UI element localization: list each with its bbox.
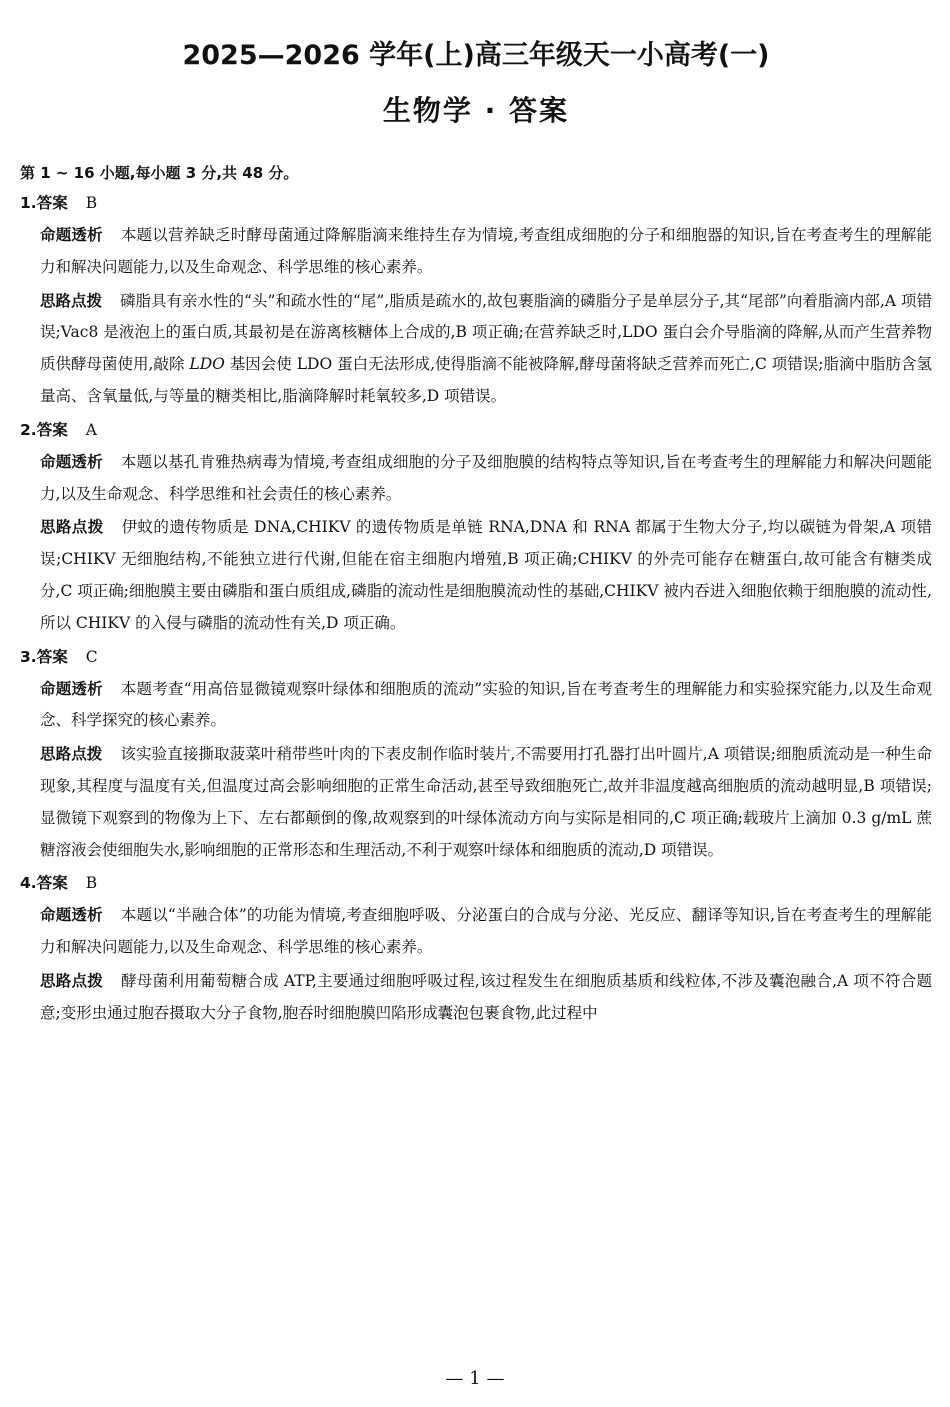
analysis-label: 命题透析 — [40, 452, 103, 471]
page-number: — 1 — — [445, 1368, 505, 1389]
gene-name: LDO — [189, 355, 225, 374]
question-3 — [20, 642, 932, 867]
analysis-label: 命题透析 — [40, 679, 103, 698]
hint-label: 思路点拨 — [40, 518, 104, 537]
analysis-text: 本题考查“用高倍显微镜观察叶绿体和细胞质的流动”实验的知识,旨在考查考生的理解能力和实验探究能力,以及生命观念、科学探究的核心素养。 — [40, 679, 932, 730]
answer-value: B — [85, 874, 98, 893]
hint-paragraph — [20, 286, 932, 413]
answer-value: B — [85, 193, 98, 212]
question-1 — [20, 188, 932, 413]
hint-paragraph — [20, 739, 932, 866]
hint-text-continued: 基因会使 LDO 蛋白无法形成,使得脂滴不能被降解,酵母菌将缺乏营养而死亡,C 项错误;脂滴中脂肪含氢量高、含氧量低,与等量的糖类相比,脂滴降解时耗氧较多,D 项错误。 — [40, 355, 932, 405]
section-intro: 第 1 ~ 16 小题,每小题 3 分,共 48 分。 — [20, 163, 299, 182]
answer-line — [20, 188, 932, 218]
answer-label: 答案 — [36, 874, 68, 893]
analysis-paragraph — [20, 674, 932, 738]
answer-label: 答案 — [36, 193, 68, 212]
answer-value: C — [85, 647, 98, 666]
hint-text: 该实验直接撕取菠菜叶稍带些叶肉的下表皮制作临时装片,不需要用打孔器打出叶圆片,A 项错误;细胞质流动是一种生命现象,其程度与温度有关,但温度过高会影响细胞的正常生命活动,甚至导致细胞死亡,故并非温度越高细胞质的流动越明显,B 项错误;显微镜下观察到的物像为上下、左右都颠倒的像,故观察到的叶绿体流动方向与实际是相同的,C 项正确;载玻片上滴加 0.3 g/mL 蔗糖溶液会使细胞失水,影响细胞的正常形态和生理活动,不利于观察叶绿体和细胞质的流动,D 项错误。 — [40, 745, 932, 859]
analysis-label: 命题透析 — [40, 225, 103, 244]
hint-label: 思路点拨 — [40, 745, 103, 764]
answer-value: A — [85, 420, 97, 439]
question-2 — [20, 415, 932, 640]
question-number: 4. — [20, 874, 37, 893]
answer-line — [20, 868, 932, 898]
analysis-paragraph — [20, 447, 932, 511]
answer-label: 答案 — [36, 420, 68, 439]
analysis-text: 本题以基孔肯雅热病毒为情境,考查组成细胞的分子及细胞膜的结构特点等知识,旨在考查考生的理解能力和解决问题能力,以及生命观念、科学思维和社会责任的核心素养。 — [40, 452, 932, 503]
question-4 — [20, 868, 932, 1029]
question-number: 2. — [20, 420, 37, 439]
answer-label: 答案 — [36, 647, 68, 666]
hint-text: 伊蚊的遗传物质是 DNA,CHIKV 的遗传物质是单链 RNA,DNA 和 RNA 都属于生物大分子,均以碳链为骨架,A 项错误;CHIKV 无细胞结构,不能独立进行代谢,但能在宿主细胞内增殖,B 项正确;CHIKV 的外壳可能存在糖蛋白,故可能含有糖类成分,C 项正确;细胞膜主要由磷脂和蛋白质组成,磷脂的流动性是细胞膜流动性的基础,CHIKV 被内吞进入细胞依赖于细胞膜的流动性,所以 CHIKV 的入侵与磷脂的流动性有关,D 项正确。 — [40, 518, 932, 632]
page-title: 2025—2026 学年(上)高三年级天一小高考(一) — [182, 40, 770, 71]
analysis-paragraph — [20, 220, 932, 284]
hint-text: 酵母菌利用葡萄糖合成 ATP,主要通过细胞呼吸过程,该过程发生在细胞质基质和线粒体,不涉及囊泡融合,A 项不符合题意;变形虫通过胞吞摄取大分子食物,胞吞时细胞膜凹陷形成囊泡包裹食物,此过程中 — [40, 971, 932, 1022]
page-subtitle: 生物学 · 答案 — [382, 94, 570, 128]
analysis-label: 命题透析 — [40, 906, 103, 925]
answer-line — [20, 642, 932, 672]
analysis-paragraph — [20, 900, 932, 964]
analysis-text: 本题以营养缺乏时酵母菌通过降解脂滴来维持生存为情境,考查组成细胞的分子和细胞器的知识,旨在考查考生的理解能力和解决问题能力,以及生命观念、科学思维的核心素养。 — [40, 225, 932, 276]
hint-text: 磷脂具有亲水性的“头”和疏水性的“尾”,脂质是疏水的,故包裹脂滴的磷脂分子是单层分子,其“尾部”向着脂滴内部,A 项错误;Vac8 是液泡上的蛋白质,其最初是在游离核糖体上合成的,B 项正确;在营养缺乏时,LDO 蛋白会介导脂滴的降解,从而产生营养物质供酵母菌使用,敲除 — [40, 291, 932, 374]
hint-paragraph — [20, 966, 932, 1030]
question-number: 3. — [20, 647, 37, 666]
hint-label: 思路点拨 — [40, 971, 104, 990]
hint-label: 思路点拨 — [40, 291, 103, 310]
question-number: 1. — [20, 193, 37, 212]
analysis-text: 本题以“半融合体”的功能为情境,考查细胞呼吸、分泌蛋白的合成与分泌、光反应、翻译等知识,旨在考查考生的理解能力和解决问题能力,以及生命观念、科学思维的核心素养。 — [40, 906, 932, 957]
answer-line — [20, 415, 932, 445]
hint-paragraph — [20, 512, 932, 639]
